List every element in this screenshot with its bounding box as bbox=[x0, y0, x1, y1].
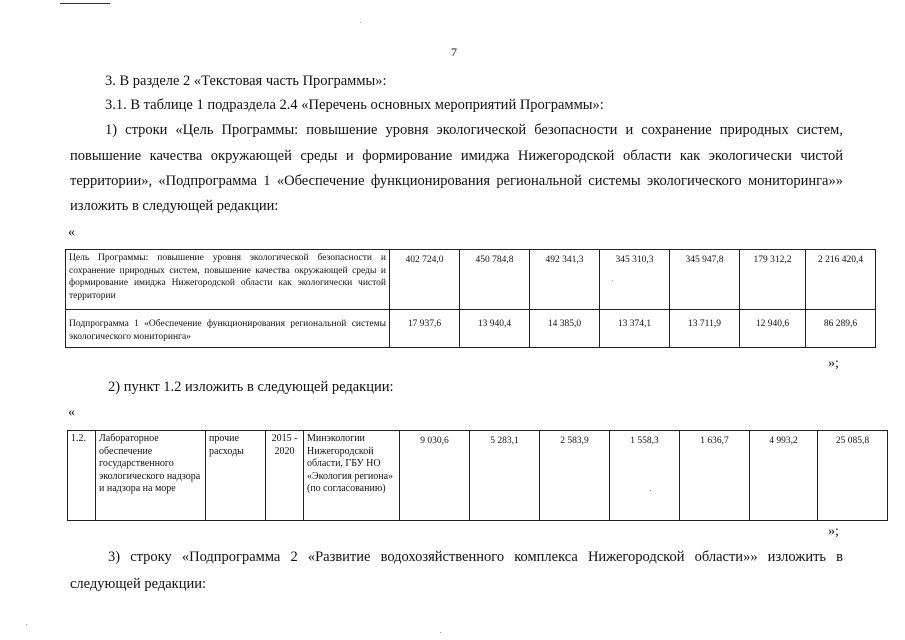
measure-number-cell: 1.2. bbox=[68, 431, 96, 521]
table-row-measure bbox=[68, 431, 888, 521]
subprogram-name-cell: Подпрограмма 1 «Обеспечение функционирования региональной системы экологического мониторинга» bbox=[66, 310, 390, 348]
paragraph-item-3-line-2: следующей редакции: bbox=[70, 576, 207, 592]
total-cell: 86 289,6 bbox=[806, 310, 876, 348]
total-cell: 2 216 420,4 bbox=[806, 250, 876, 310]
paragraph-item-1-line-3: территории», «Подпрограмма 1 «Обеспечение функционирования региональной системы экологического мониторинга»» bbox=[70, 173, 843, 189]
page-number: 7 bbox=[451, 45, 457, 59]
paragraph-item-1-line-4: изложить в следующей редакции: bbox=[70, 198, 279, 214]
value-cell: 1 558,3 bbox=[610, 431, 680, 521]
value-cell: 179 312,2 bbox=[740, 250, 806, 310]
value-cell: 13 374,1 bbox=[600, 310, 670, 348]
value-cell: 13 711,9 bbox=[670, 310, 740, 348]
program-goal-table bbox=[65, 249, 876, 348]
value-cell: 345 947,8 bbox=[670, 250, 740, 310]
scan-speck bbox=[650, 490, 651, 491]
paragraph-3-1: 3.1. В таблице 1 подраздела 2.4 «Перечень основных мероприятий Программы»: bbox=[105, 97, 604, 113]
table-row-goal bbox=[66, 250, 876, 310]
scan-speck bbox=[612, 280, 613, 281]
goal-name-cell: Цель Программы: повышение уровня экологической безопасности и сохранение природных систем, повышение качества окружающей среды и формирование имиджа Нижегородской области как экологически чистой территории bbox=[66, 250, 390, 310]
value-cell: 1 636,7 bbox=[680, 431, 750, 521]
open-quote-2: « bbox=[68, 405, 75, 420]
paragraph-item-1-line-2: повышение качества окружающей среды и формирование имиджа Нижегородской области как экологически чистой bbox=[70, 148, 843, 164]
paragraph-item-2: 2) пункт 1.2 изложить в следующей редакции: bbox=[108, 379, 394, 395]
value-cell: 402 724,0 bbox=[390, 250, 460, 310]
open-quote-1: « bbox=[68, 225, 75, 240]
measure-period-cell: 2015 - 2020 bbox=[266, 431, 304, 521]
paragraph-item-3-line-1: 3) строку «Подпрограмма 2 «Развитие водохозяйственного комплекса Нижегородской области»» изложить в bbox=[108, 549, 843, 565]
top-rule bbox=[60, 3, 110, 4]
value-cell: 9 030,6 bbox=[400, 431, 470, 521]
table-row-subprogram-1 bbox=[66, 310, 876, 348]
scan-speck bbox=[26, 624, 27, 625]
value-cell: 12 940,6 bbox=[740, 310, 806, 348]
close-quote-1: »; bbox=[828, 356, 839, 371]
value-cell: 13 940,4 bbox=[460, 310, 530, 348]
value-cell: 14 385,0 bbox=[530, 310, 600, 348]
measure-type-cell: прочие расходы bbox=[206, 431, 266, 521]
value-cell: 492 341,3 bbox=[530, 250, 600, 310]
total-cell: 25 085,8 bbox=[818, 431, 888, 521]
scan-speck bbox=[360, 22, 361, 23]
value-cell: 17 937,6 bbox=[390, 310, 460, 348]
paragraph-section-3: 3. В разделе 2 «Текстовая часть Программы»: bbox=[105, 73, 387, 89]
value-cell: 2 583,9 bbox=[540, 431, 610, 521]
value-cell: 4 993,2 bbox=[750, 431, 818, 521]
measure-1-2-table bbox=[67, 430, 888, 521]
measure-name-cell: Лабораторное обеспечение государственного экологического надзора и надзора на море bbox=[96, 431, 206, 521]
value-cell: 5 283,1 bbox=[470, 431, 540, 521]
scan-speck bbox=[440, 632, 441, 633]
measure-executor-cell: Минэкологии Нижегородской области, ГБУ НО «Экология региона» (по согласованию) bbox=[304, 431, 400, 521]
value-cell: 450 784,8 bbox=[460, 250, 530, 310]
close-quote-2: »; bbox=[828, 524, 839, 539]
value-cell: 345 310,3 bbox=[600, 250, 670, 310]
paragraph-item-1-line-1: 1) строки «Цель Программы: повышение уровня экологической безопасности и сохранение природных систем, bbox=[105, 122, 843, 138]
